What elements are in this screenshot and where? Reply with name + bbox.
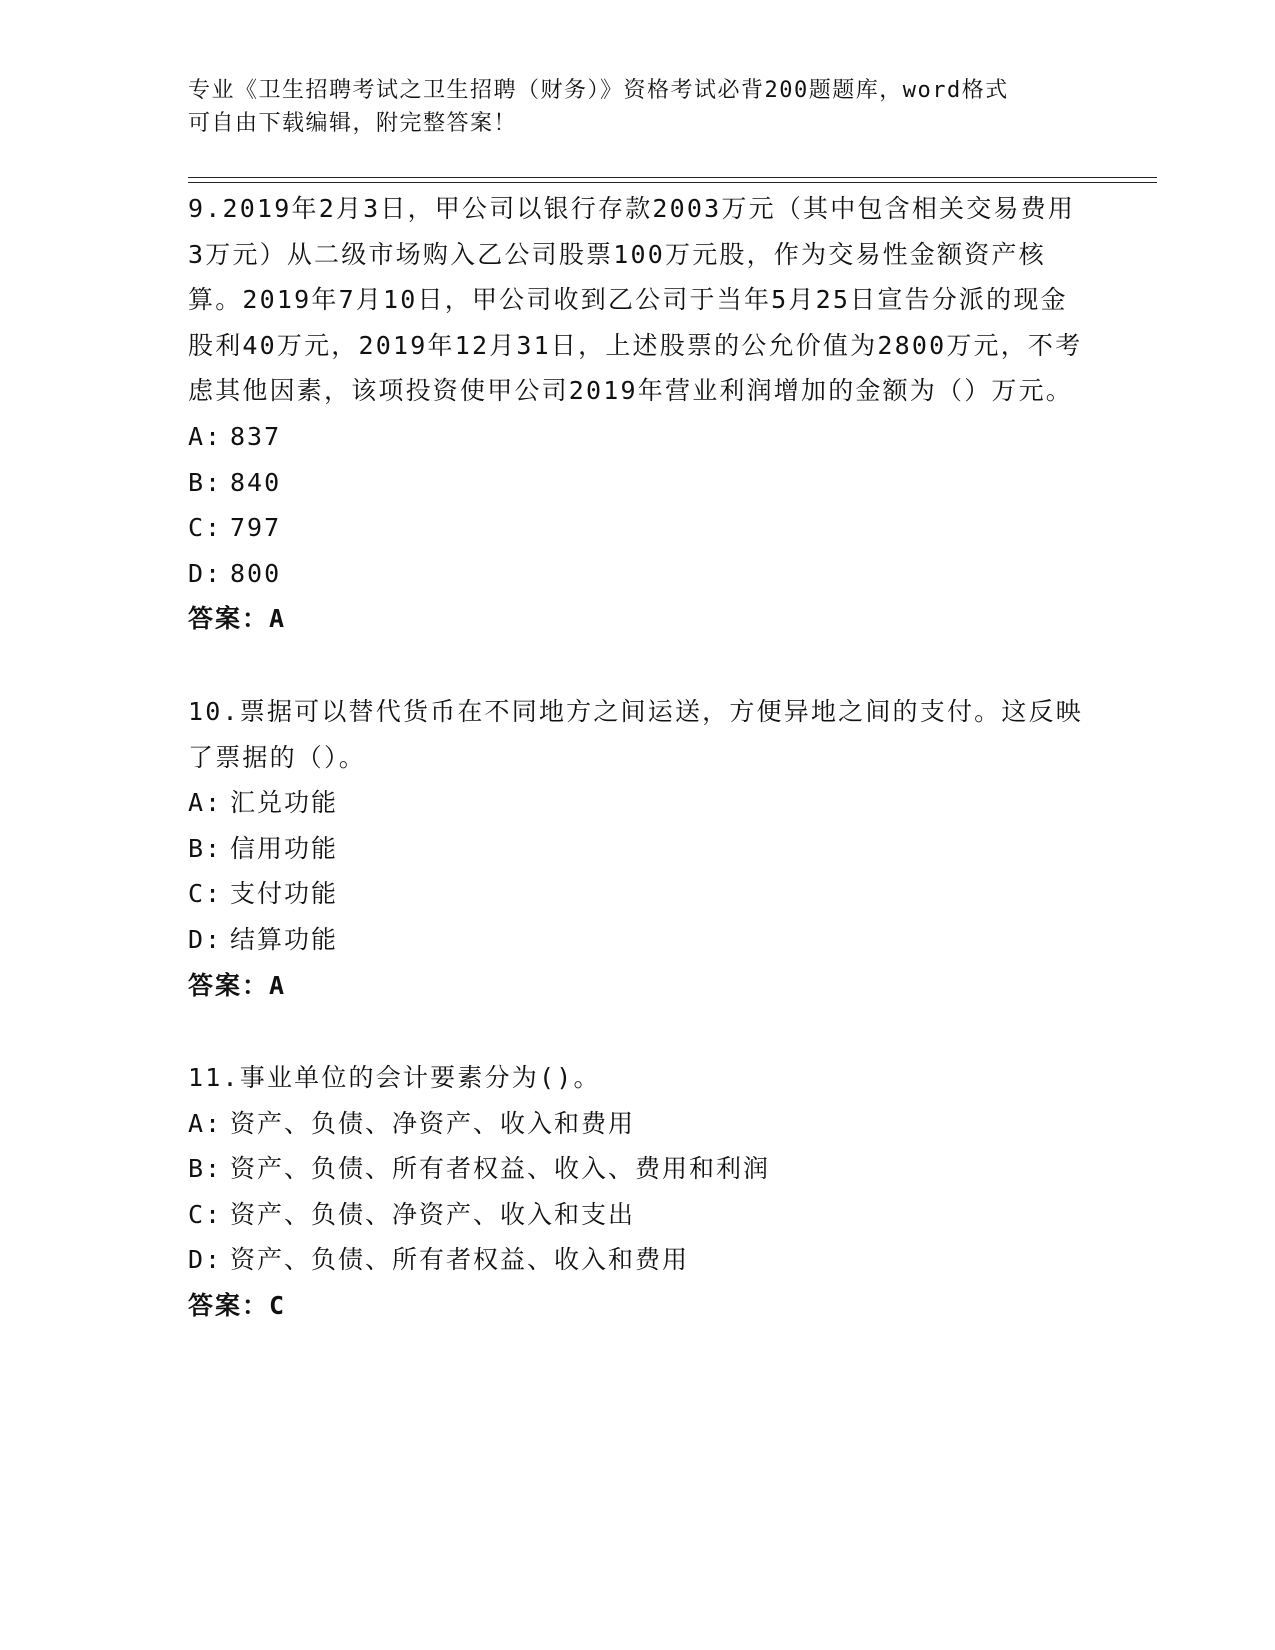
option-text: 资产、负债、净资产、收入和支出 bbox=[230, 1199, 636, 1229]
option-text: 840 bbox=[230, 467, 282, 497]
option-d bbox=[188, 551, 1088, 597]
option-list bbox=[188, 1101, 1088, 1283]
header-divider-top bbox=[188, 177, 1157, 178]
option-letter: B: bbox=[188, 833, 223, 863]
option-letter: D: bbox=[188, 924, 223, 954]
option-text: 汇兑功能 bbox=[230, 788, 339, 818]
option-letter: D: bbox=[188, 1245, 223, 1275]
question-stem: 9.2019年2月3日，甲公司以银行存款2003万元（其中包含相关交易费用3万元）从二级市场购入乙公司股票100万元股，作为交易性金额资产核算。2019年7月10日，甲公司收到乙公司于当年5月25日宣告分派的现金股利40万元，2019年12月31日，上述股票的公允价值为2800万元，不考虑其他因素，该项投资使甲公司2019年营业利润增加的金额为（）万元。 bbox=[188, 194, 1083, 406]
option-c bbox=[188, 1192, 1088, 1238]
header-line-2: 可自由下载编辑，附完整答案！ bbox=[188, 111, 518, 136]
answer-line: 答案：A bbox=[188, 970, 287, 1000]
header-divider-bottom bbox=[188, 182, 1157, 183]
option-text: 资产、负债、净资产、收入和费用 bbox=[230, 1108, 636, 1138]
option-text: 信用功能 bbox=[230, 833, 339, 863]
option-c bbox=[188, 505, 1088, 551]
option-list bbox=[188, 414, 1088, 596]
option-letter: C: bbox=[188, 1199, 223, 1229]
option-text: 资产、负债、所有者权益、收入、费用和利润 bbox=[230, 1154, 771, 1184]
option-d bbox=[188, 1237, 1088, 1283]
document-header bbox=[188, 74, 1088, 140]
option-letter: A: bbox=[188, 788, 223, 818]
question-list bbox=[188, 186, 1088, 1329]
option-a bbox=[188, 1101, 1088, 1147]
question-stem: 11.事业单位的会计要素分为()。 bbox=[188, 1063, 601, 1093]
option-letter: A: bbox=[188, 421, 223, 451]
option-text: 800 bbox=[230, 558, 282, 588]
answer-line: 答案：C bbox=[188, 1291, 287, 1321]
option-text: 资产、负债、所有者权益、收入和费用 bbox=[230, 1245, 690, 1275]
answer-line: 答案：A bbox=[188, 604, 287, 634]
option-d bbox=[188, 917, 1088, 963]
option-letter: C: bbox=[188, 879, 223, 909]
option-letter: A: bbox=[188, 1108, 223, 1138]
option-text: 结算功能 bbox=[230, 924, 339, 954]
option-letter: C: bbox=[188, 513, 223, 543]
option-a bbox=[188, 780, 1088, 826]
option-list bbox=[188, 780, 1088, 962]
option-b bbox=[188, 460, 1088, 506]
option-letter: B: bbox=[188, 1154, 223, 1184]
option-letter: D: bbox=[188, 558, 223, 588]
option-text: 797 bbox=[230, 513, 282, 543]
option-c bbox=[188, 871, 1088, 917]
header-line-1: 专业《卫生招聘考试之卫生招聘（财务）》资格考试必背200题题库，word格式 bbox=[188, 78, 1009, 103]
option-text: 837 bbox=[230, 421, 282, 451]
option-b bbox=[188, 826, 1088, 872]
option-b bbox=[188, 1146, 1088, 1192]
question-10 bbox=[188, 689, 1088, 1008]
option-letter: B: bbox=[188, 467, 223, 497]
question-11 bbox=[188, 1055, 1088, 1329]
option-text: 支付功能 bbox=[230, 879, 339, 909]
question-9 bbox=[188, 186, 1088, 642]
option-a bbox=[188, 414, 1088, 460]
question-stem: 10.票据可以替代货币在不同地方之间运送，方便异地之间的支付。这反映了票据的（）。 bbox=[188, 696, 1083, 772]
